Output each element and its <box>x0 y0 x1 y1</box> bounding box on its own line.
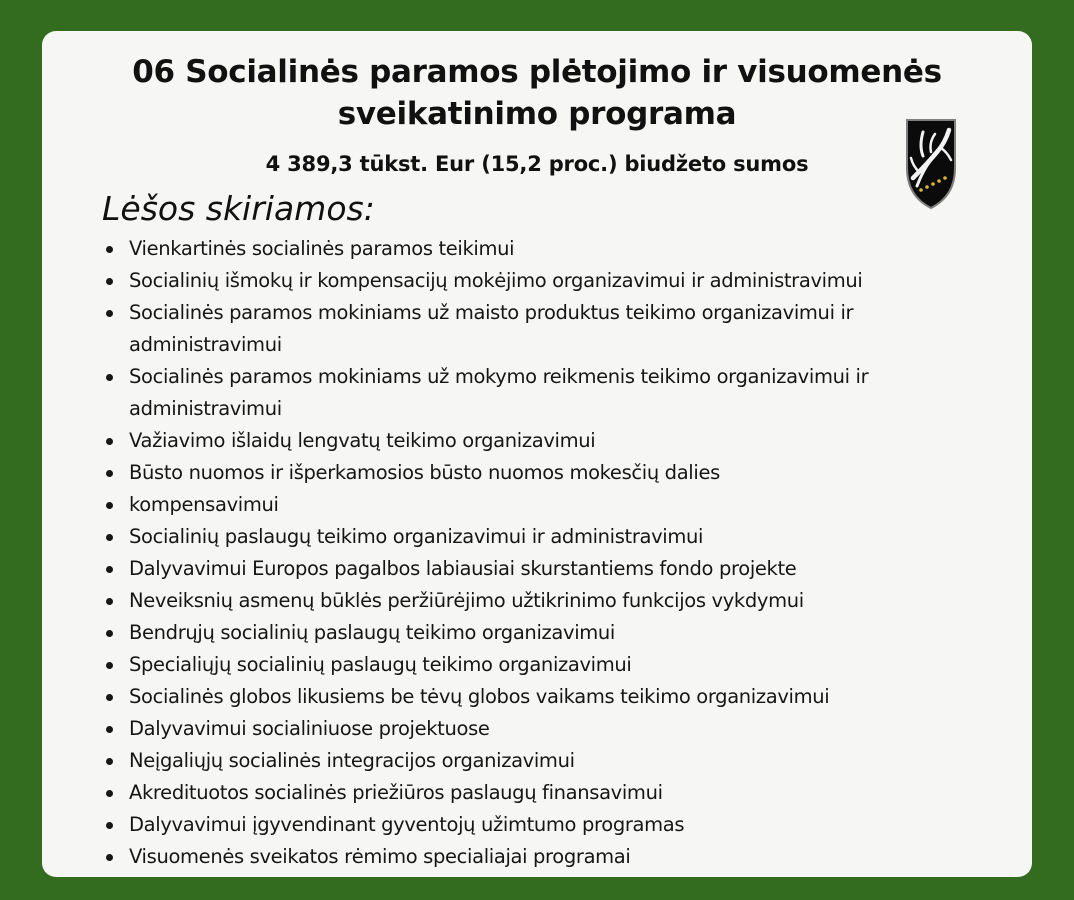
list-item: Vienkartinės socialinės paramos teikimui <box>102 233 982 265</box>
list-item: Socialinių išmokų ir kompensacijų mokėjimo organizavimui ir administravimui <box>102 265 982 297</box>
list-item: Socialinės paramos mokiniams už maisto produktus teikimo organizavimui ir administravimui <box>102 297 982 361</box>
list-item: Neveiksnių asmenų būklės peržiūrėjimo užtikrinimo funkcijos vykdymui <box>102 585 982 617</box>
list-item: Specialiųjų socialinių paslaugų teikimo organizavimui <box>102 649 982 681</box>
list-item: Socialinių paslaugų teikimo organizavimui ir administravimui <box>102 521 982 553</box>
program-title: 06 Socialinės paramos plėtojimo ir visuomenės sveikatinimo programa <box>132 54 942 132</box>
list-item: Būsto nuomos ir išperkamosios būsto nuomos mokesčių dalies <box>102 457 982 489</box>
list-item: Socialinės globos likusiems be tėvų globos vaikams teikimo organizavimui <box>102 681 982 713</box>
funding-list <box>102 233 982 873</box>
budget-subtitle: 4 389,3 tūkst. Eur (15,2 proc.) biudžeto sumos <box>265 152 809 176</box>
coat-of-arms-icon <box>905 116 957 211</box>
list-item: Visuomenės sveikatos rėmimo specialiajai programai <box>102 841 982 873</box>
list-item: Akredituotos socialinės priežiūros paslaugų finansavimui <box>102 777 982 809</box>
list-item: Bendrųjų socialinių paslaugų teikimo organizavimui <box>102 617 982 649</box>
list-item: Neįgaliųjų socialinės integracijos organizavimui <box>102 745 982 777</box>
list-item: kompensavimui <box>102 489 982 521</box>
funding-heading: Lėšos skiriamos: <box>102 189 375 228</box>
list-item: Dalyvavimui Europos pagalbos labiausiai skurstantiems fondo projekte <box>102 553 982 585</box>
program-card <box>42 31 1032 877</box>
list-item: Socialinės paramos mokiniams už mokymo reikmenis teikimo organizavimui ir administravimui <box>102 361 982 425</box>
list-item: Dalyvavimui įgyvendinant gyventojų užimtumo programas <box>102 809 982 841</box>
list-item: Dalyvavimui socialiniuose projektuose <box>102 713 982 745</box>
list-item: Važiavimo išlaidų lengvatų teikimo organizavimui <box>102 425 982 457</box>
